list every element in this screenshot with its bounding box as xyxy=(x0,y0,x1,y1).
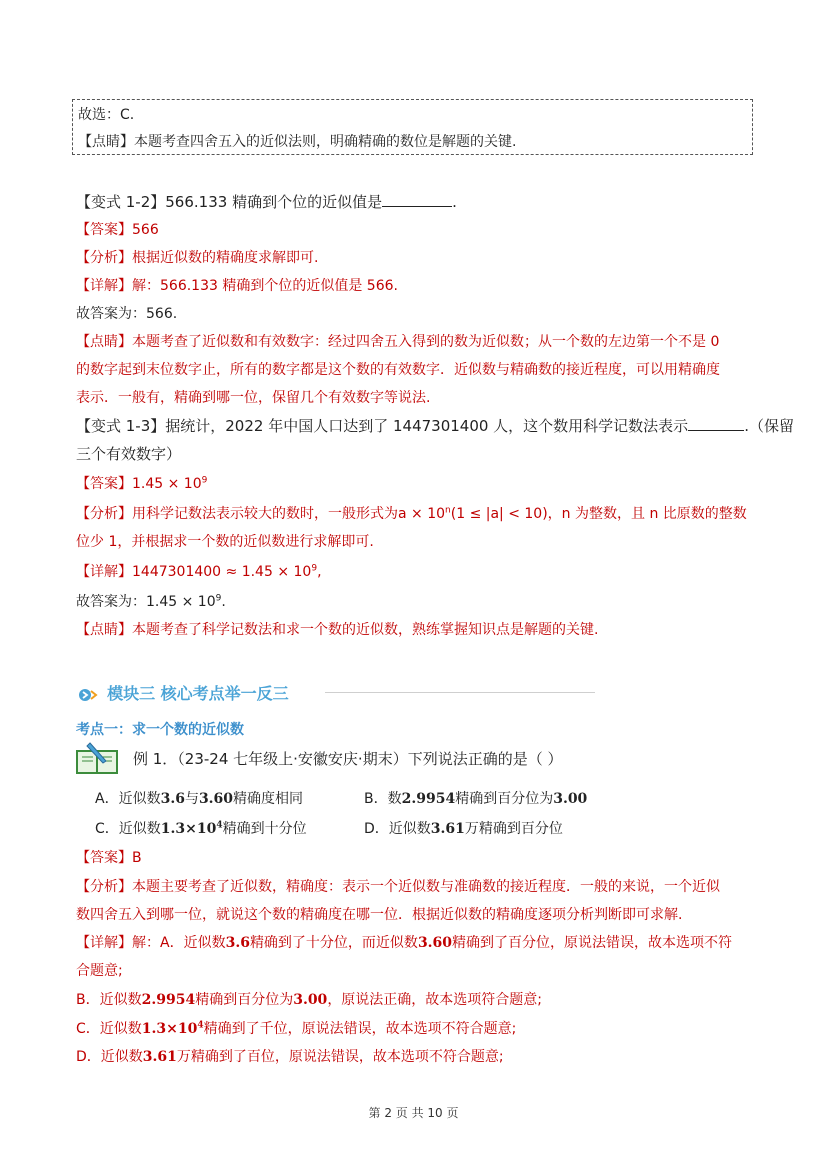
box-line-2: 【点睛】本题考查四舍五入的近似法则，明确精确的数位是解题的关键. xyxy=(78,134,517,150)
example-1-detail-c: C．近似数$1.3\times 10^4$精确到了千位，原说法错误，故本选项不符合题意; xyxy=(76,1020,517,1037)
box-line-1: 故选：C. xyxy=(78,107,135,123)
variant-1-3-question-line-2: 三个有效数字） xyxy=(76,445,182,463)
option-d: D．近似数3.61万精确到百分位 xyxy=(364,821,563,837)
option-c: C．近似数$1.3\times 10^4$精确到十分位 xyxy=(95,820,307,837)
variant-1-3-note: 【点睛】本题考查了科学记数法和求一个数的近似数，熟练掌握知识点是解题的关键. xyxy=(76,622,599,638)
variant-1-3-conclusion: 故答案为：$1.45 \times 10^9$. xyxy=(76,593,226,610)
example-1-answer: 【答案】B xyxy=(76,850,142,866)
double-chevron-icon xyxy=(78,687,102,703)
book-pencil-icon xyxy=(76,741,120,775)
example-1-detail-line-1: 【详解】解：A．近似数3.6精确到了十分位，而近似数3.60精确到了百分位，原说法错误，故本选项不符 xyxy=(76,935,733,951)
answer-blank xyxy=(382,193,452,207)
variant-1-3-detail: 【详解】$1447301400 \approx 1.45 \times 10^9$, xyxy=(76,563,322,580)
example-1-question: 例 1．（23-24 七年级上·安徽安庆·期末）下列说法正确的是（ ） xyxy=(133,750,563,768)
option-a: A．近似数3.6与3.60精确度相同 xyxy=(95,791,304,807)
variant-1-2-note-line-3: 表示．一般有，精确到哪一位，保留几个有效数字等说法. xyxy=(76,390,431,406)
module-title: 模块三 核心考点举一反三 xyxy=(107,684,289,703)
module-divider xyxy=(325,692,595,693)
answer-blank xyxy=(688,417,744,431)
variant-1-3-analysis-line-1: 【分析】用科学记数法表示较大的数时，一般形式为$a \times 10^n(1 \le |a| < 10)$，n 为整数，且 n 比原数的整数 xyxy=(76,505,747,522)
option-b: B．数2.9954精确到百分位为3.00 xyxy=(364,791,588,807)
variant-1-3-analysis-line-2: 位少 1，并根据求一个数的近似数进行求解即可. xyxy=(76,534,374,550)
variant-1-2-question: 【变式 1-2】566.133 精确到个位的近似值是 . xyxy=(76,193,457,211)
variant-1-3-answer: 【答案】$1.45 \times 10^9$ xyxy=(76,475,208,492)
example-1-analysis-line-1: 【分析】本题主要考查了近似数，精确度：表示一个近似数与准确数的接近程度．一般的来说，一个近似 xyxy=(76,879,720,895)
example-1-detail-d: D．近似数3.61万精确到了百位，原说法错误，故本选项不符合题意; xyxy=(76,1049,504,1065)
variant-1-3-question-line-1: 【变式 1-3】据统计，2022 年中国人口达到了 1447301400 人，这个数用科学记数法表示 .（保留 xyxy=(76,417,794,435)
variant-1-2-note-line-2: 的数字起到末位数字止，所有的数字都是这个数的有效数字．近似数与精确数的接近程度，可以用精确度 xyxy=(76,362,720,378)
example-1-detail-b: B．近似数2.9954精确到百分位为3.00，原说法正确，故本选项符合题意; xyxy=(76,992,543,1008)
page-footer: 第 2 页 共 10 页 xyxy=(368,1106,459,1120)
variant-1-2-note-line-1: 【点睛】本题考查了近似数和有效数字：经过四舍五入得到的数为近似数；从一个数的左边第一个不是 0 xyxy=(76,334,720,350)
variant-1-2-conclusion: 故答案为：566. xyxy=(76,306,178,322)
variant-1-2-analysis: 【分析】根据近似数的精确度求解即可. xyxy=(76,250,319,266)
variant-1-2-detail: 【详解】解：566.133 精确到个位的近似值是 566. xyxy=(76,278,398,294)
example-1-analysis-line-2: 数四舍五入到哪一位，就说这个数的精确度在哪一位．根据近似数的精确度逐项分析判断即可求解. xyxy=(76,907,683,923)
example-1-detail-line-2: 合题意; xyxy=(76,963,123,979)
kaodian-title: 考点一：求一个数的近似数 xyxy=(76,722,244,738)
module-header xyxy=(78,681,289,704)
variant-1-2-answer: 【答案】566 xyxy=(76,222,159,238)
